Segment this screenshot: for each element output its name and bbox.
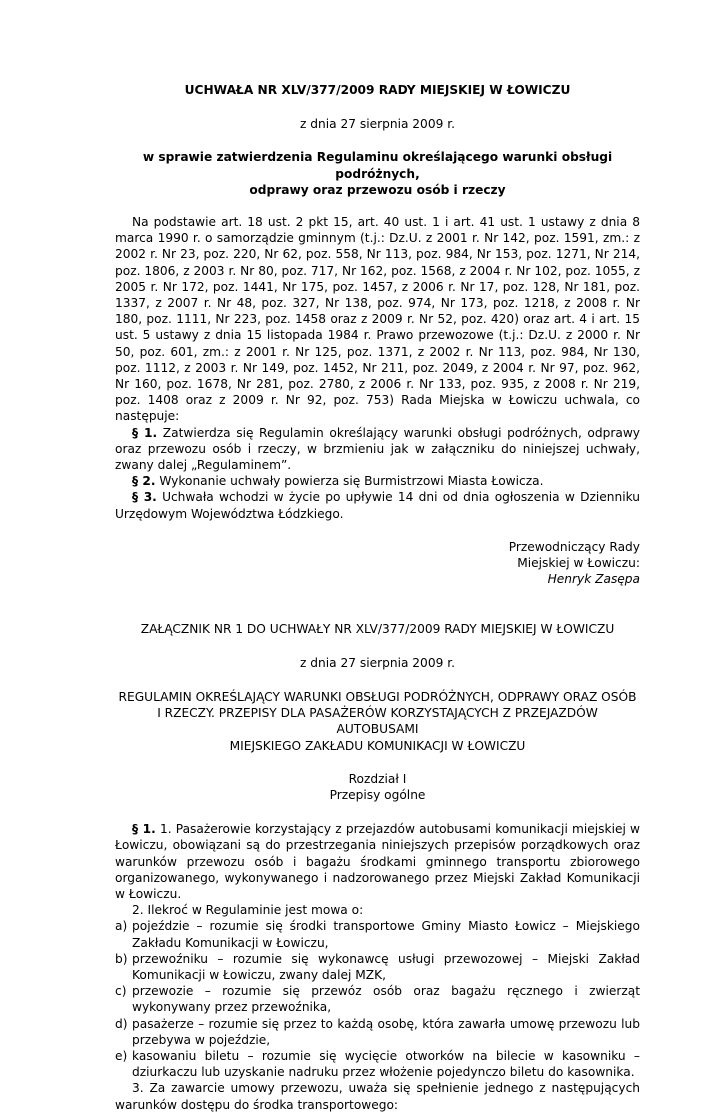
section-text: Zatwierdza się Regulamin określający warunki obsługi podróżnych, odprawy oraz przewozu osób i rzeczy, w brzmieniu jak w załączniku do niniejszej uchwały, zwany dalej „Regulaminem”. xyxy=(115,425,641,473)
legal-basis-paragraph: Na podstawie art. 18 ust. 2 pkt 15, art. 40 ust. 1 i art. 41 ust. 1 ustawy z dnia 8 marca 1990 r. o samorządzie gminnym (t.j.: Dz.U. z 2001 r. Nr 142, poz. 1591, zm.: z 2002 r. Nr 23, poz. 220, Nr 62, poz. 558, Nr 113, poz. 984, Nr 153, poz. 1271, Nr 214, poz. 1806, z 2003 r. Nr 80, poz. 717, Nr 162, poz. 1568, z 2004 r. Nr 102, poz. 1055, z 2005 r. Nr 172, poz. 1441, Nr 175, poz. 1457, z 2006 r. Nr 17, poz. 128, Nr 181, poz. 1337, z 2007 r. Nr 48, poz. 327, Nr 138, poz. 974, Nr 173, poz. 1218, z 2008 r. Nr 180, poz. 1111, Nr 223, poz. 1458 oraz z 2009 r. Nr 52, poz. 420) oraz art. 4 i art. 15 ust. 5 ustawy z dnia 15 listopada 1984 r. Prawo przewozowe (t.j.: Dz.U. z 2000 r. Nr 50, poz. 601, zm.: z 2001 r. Nr 125, poz. 1371, z 2002 r. Nr 113, poz. 984, Nr 130, poz. 1112, z 2003 r. Nr 149, poz. 1452, Nr 211, poz. 2049, z 2004 r. Nr 97, poz. 962, Nr 160, poz. 1678, Nr 281, poz. 2780, z 2006 r. Nr 133, poz. 935, z 2008 r. Nr 219, poz. 1408 oraz z 2009 r. Nr 92, poz. 753) Rada Miejska w Łowiczu uchwala, co następuje: xyxy=(115,215,640,424)
subject-line: odprawy oraz przewozu osób i rzeczy xyxy=(249,182,506,197)
section-text: Wykonanie uchwały powierza się Burmistrzowi Miasta Łowicza. xyxy=(159,474,544,489)
chapter-title: Przepisy ogólne xyxy=(329,787,426,802)
list-item xyxy=(115,951,640,983)
list-text: pasażerze – rozumie się przez to każdą osobę, która zawarła umowę przewozu lub przebywa w pojeździe, xyxy=(132,1016,640,1047)
document-body xyxy=(115,82,640,1113)
regulation-title-line: I RZECZY. PRZEPISY DLA PASAŻERÓW KORZYSTAJĄCYCH Z PRZEJAZDÓW AUTOBUSAMI xyxy=(157,706,598,737)
resolution-title: UCHWAŁA NR XLV/377/2009 RADY MIEJSKIEJ W ŁOWICZU xyxy=(184,83,571,97)
subject-line: w sprawie zatwierdzenia Regulaminu określającego warunki obsługi podróżnych, xyxy=(142,150,613,181)
section-number: § 1. xyxy=(132,822,156,837)
chapter-heading xyxy=(115,771,640,803)
section-number: § 2. xyxy=(132,474,156,489)
list-item xyxy=(115,1016,640,1048)
list-text: przewozie – rozumie się przewóz osób oraz bagażu ręcznego i zwierząt wykonywany przez przewoźnika, xyxy=(132,984,640,1015)
annex-section-1-point-2: 2. Ilekroć w Regulaminie jest mowa o: xyxy=(132,903,364,918)
signature-block xyxy=(115,539,640,588)
section-number: § 3. xyxy=(132,490,157,505)
list-item xyxy=(115,1048,640,1080)
signature-body: Miejskiej w Łowiczu: xyxy=(517,556,640,571)
resolution-section-2 xyxy=(115,473,640,489)
resolution-subject xyxy=(115,149,640,198)
resolution-section-1 xyxy=(115,425,640,474)
list-item xyxy=(115,983,640,1015)
signature-role: Przewodniczący Rady xyxy=(508,539,640,554)
regulation-title xyxy=(115,689,640,754)
list-item xyxy=(115,918,640,950)
definitions-list xyxy=(115,918,640,1080)
section-number: § 1. xyxy=(132,425,158,440)
annex-title: ZAŁĄCZNIK NR 1 DO UCHWAŁY NR XLV/377/2009 RADY MIEJSKIEJ W ŁOWICZU xyxy=(140,622,615,637)
annex-section-1-point-3: 3. Za zawarcie umowy przewozu, uważa się spełnienie jednego z następujących warunków dostępu do środka transportowego: xyxy=(115,1081,640,1112)
list-letter: e) xyxy=(115,1048,128,1063)
signature-name: Henryk Zasępa xyxy=(547,572,640,587)
list-letter: b) xyxy=(115,951,128,966)
annex-section-1-point-1 xyxy=(115,821,640,902)
annex-date: z dnia 27 sierpnia 2009 r. xyxy=(300,655,455,670)
regulation-title-line: MIEJSKIEGO ZAKŁADU KOMUNIKACJI W ŁOWICZU xyxy=(229,738,526,753)
resolution-date: z dnia 27 sierpnia 2009 r. xyxy=(300,117,455,132)
list-letter: c) xyxy=(115,984,127,999)
section-text: Uchwała wchodzi w życie po upływie 14 dni od dnia ogłoszenia w Dzienniku Urzędowym Województwa Łódzkiego. xyxy=(115,490,641,521)
section-text: 1. Pasażerowie korzystający z przejazdów autobusami komunikacji miejskiej w Łowiczu, obowiązani są do przestrzegania niniejszych przepisów porządkowych oraz warunków przewozu osób i bagażu środkami gminnego transportu zbiorowego organizowanego, wykonywanego i nadzorowanego przez Miejski Zakład Komunikacji w Łowiczu. xyxy=(115,822,641,901)
list-text: przewoźniku – rozumie się wykonawcę usługi przewozowej – Miejski Zakład Komunikacji w Łowiczu, zwany dalej MZK, xyxy=(132,951,640,982)
chapter-number: Rozdział I xyxy=(348,771,407,786)
list-text: kasowaniu biletu – rozumie się wycięcie otworków na bilecie w kasowniku – dziurkaczu lub uzyskanie nadruku przez włożenie pojedynczo biletu do kasownika. xyxy=(132,1048,640,1080)
list-letter: a) xyxy=(115,919,128,934)
regulation-title-line: REGULAMIN OKREŚLAJĄCY WARUNKI OBSŁUGI PODRÓŻNYCH, ODPRAWY ORAZ OSÓB xyxy=(118,689,637,704)
list-letter: d) xyxy=(115,1016,128,1031)
list-text: pojeździe – rozumie się środki transportowe Gminy Miasto Łowicz – Miejskiego Zakładu Komunikacji w Łowiczu, xyxy=(132,919,640,950)
resolution-section-3 xyxy=(115,489,640,521)
